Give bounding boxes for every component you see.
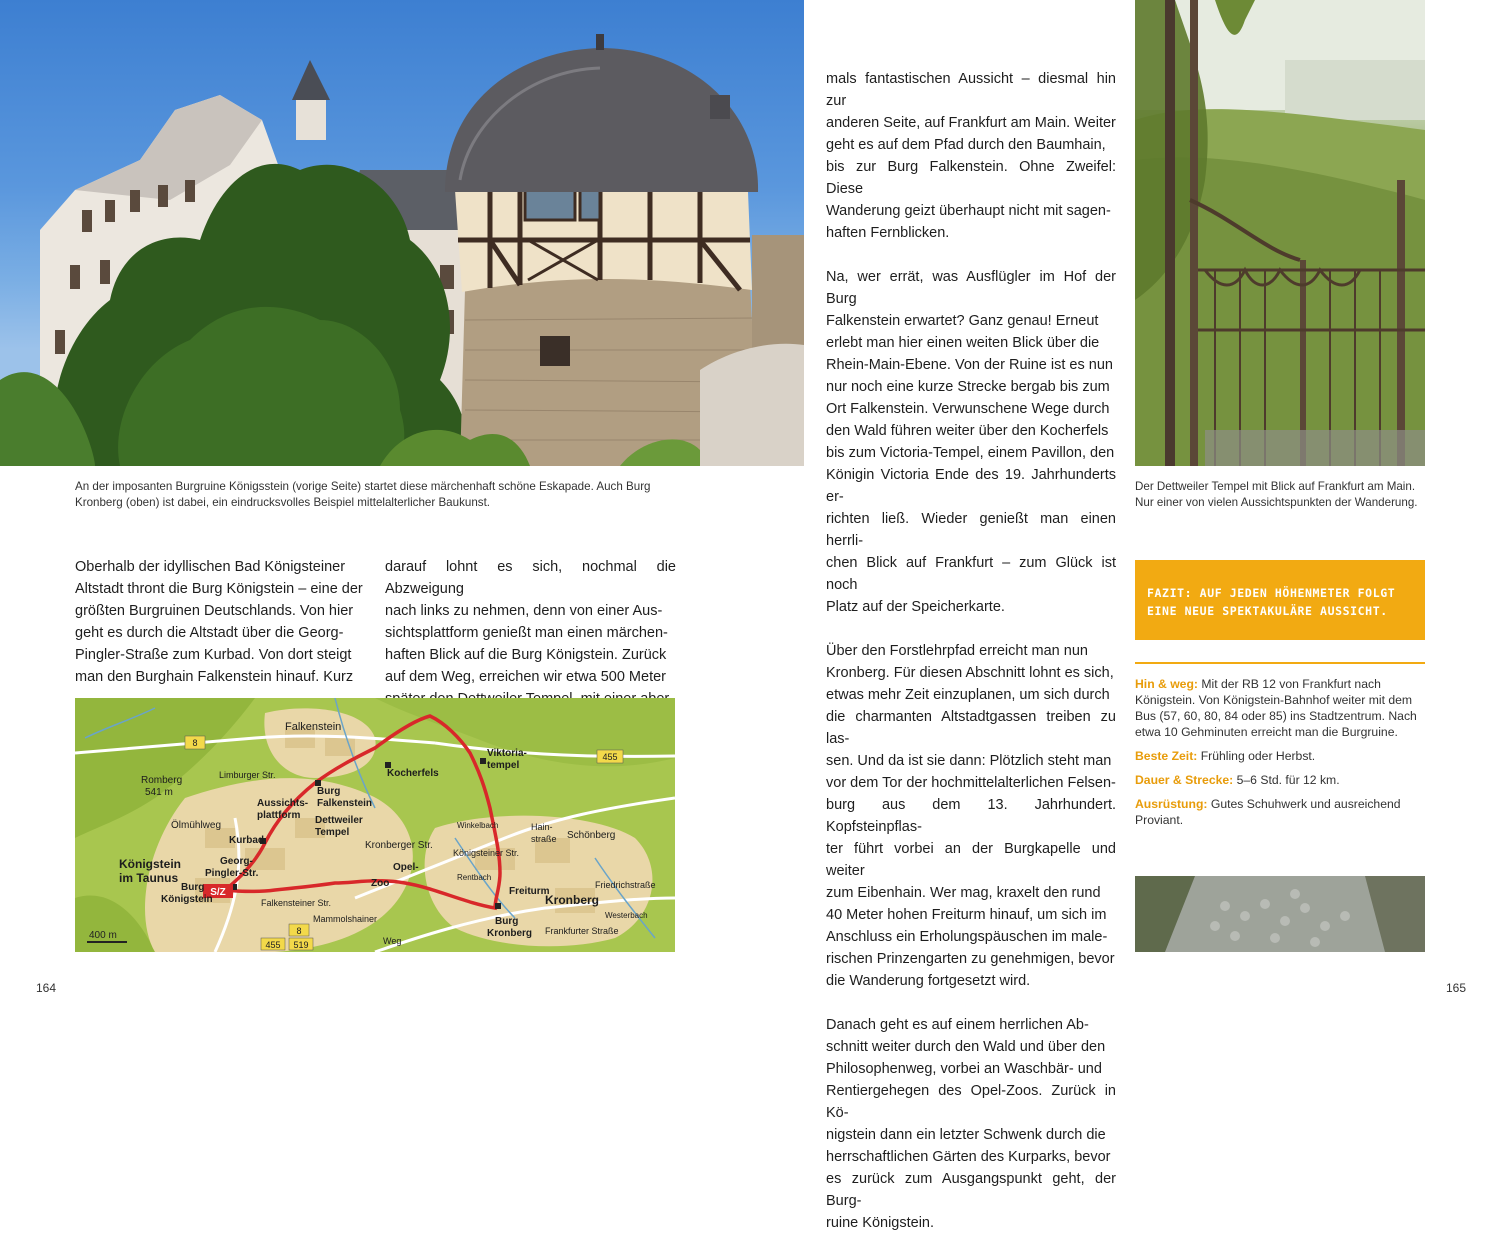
info-row-hin <box>1135 676 1425 740</box>
map-label: Burg <box>495 916 519 927</box>
map-label: Burg <box>317 786 341 797</box>
text-line: chen Blick auf Frankfurt – zum Glück ist noch <box>826 555 1116 593</box>
text-line: Königin Victoria Ende des 19. Jahrhunderts er- <box>826 467 1116 505</box>
text-line: vor dem Tor der hochmittelalterlichen Felsen- <box>826 775 1116 791</box>
info-value: Mit der RB 12 von Frankfurt nach Königstein. Von Königstein-Bahnhof weiter mit dem Bus (57, 60, 80, 84 oder 85) ins Stadtzentrum. Nach etwa 10 Gehminuten erreicht man die Burgruine. <box>1135 677 1417 739</box>
map-label: Dettweiler <box>315 815 363 826</box>
map-label: Opel- <box>393 862 419 873</box>
info-key: Hin & weg: <box>1135 677 1198 691</box>
text-line: man den Burghain Falkenstein hinauf. Kurz <box>75 669 354 685</box>
text-line: geht es auf dem Pfad durch den Baumhain, <box>826 137 1106 153</box>
map-label: 8 <box>296 926 302 936</box>
map-label: Weg <box>383 936 402 946</box>
page-number-right: 165 <box>1446 981 1467 995</box>
text-line: mals fantastischen Aussicht – diesmal hin zur <box>826 71 1116 109</box>
text-line: anderen Seite, auf Frankfurt am Main. Weiter <box>826 115 1116 131</box>
map-label: Kronberger Str. <box>365 840 433 851</box>
paragraph <box>826 266 1116 618</box>
text-line: rischen Prinzengarten zu genehmigen, bevor <box>826 951 1115 967</box>
map-label: Mammolshainer <box>313 914 378 924</box>
map-label: Burg <box>181 882 205 893</box>
text-line: darauf lohnt es sich, nochmal die Abzweigung <box>385 559 676 597</box>
map-label: 8 <box>192 738 198 748</box>
map-label: Kurbad <box>229 835 264 846</box>
info-key: Ausrüstung: <box>1135 797 1208 811</box>
text-line: geht es durch die Altstadt über die Georg- <box>75 625 344 641</box>
cobblestone-path-photo <box>1135 876 1425 952</box>
map-label: Königsteiner Str. <box>453 848 520 858</box>
info-row-ausruestung <box>1135 796 1425 828</box>
text-line: erlebt man hier einen weiten Blick über die <box>826 335 1100 351</box>
text-line: Pingler-Straße zum Kurbad. Von dort steigt <box>75 647 352 663</box>
map-label: Aussichts- <box>257 798 309 809</box>
info-key: Beste Zeit: <box>1135 749 1198 763</box>
map-label: Freiturm <box>509 886 550 897</box>
gazebo-illustration <box>1135 0 1425 466</box>
text-line: nur noch eine kurze Strecke bergab bis zum <box>826 379 1110 395</box>
info-value: Frühling oder Herbst. <box>1200 749 1316 763</box>
text-line: Danach geht es auf einem herrlichen Ab- <box>826 1017 1089 1033</box>
map-label: Tempel <box>315 827 350 838</box>
fazit-text <box>1147 584 1413 620</box>
route-map-svg <box>75 698 675 952</box>
info-value: 5–6 Std. für 12 km. <box>1236 773 1340 787</box>
info-row-dauer <box>1135 772 1425 788</box>
text-line: Rentiergehegen des Opel-Zoos. Zurück in Kö- <box>826 1083 1116 1121</box>
text-line: nach links zu nehmen, denn von einer Aus- <box>385 603 663 619</box>
text-line: auf dem Weg, erreichen wir etwa 500 Meter <box>385 669 667 685</box>
map-label: Hain- <box>531 822 553 832</box>
map-label: Falkenstein <box>317 798 373 809</box>
map-label: plattform <box>257 810 301 821</box>
map-label: straße <box>531 834 557 844</box>
map-label: Pingler-Str. <box>205 868 259 879</box>
cobblestone-illustration <box>1135 876 1425 952</box>
text-line: burg aus dem 13. Jahrhundert. Kopfsteinpflas- <box>826 797 1116 835</box>
text-line: ruine Königstein. <box>826 1215 935 1231</box>
text-line: Über den Forstlehrpfad erreicht man nun <box>826 643 1088 659</box>
map-label: S/Z <box>210 887 226 898</box>
text-line: Anschluss ein Erholungspäuschen im male- <box>826 929 1108 945</box>
text-line: haften Blick auf die Burg Königstein. Zurück <box>385 647 667 663</box>
map-label: im Taunus <box>119 871 179 885</box>
info-divider <box>1135 662 1425 664</box>
text-line: Wanderung geizt überhaupt nicht mit sagen- <box>826 203 1111 219</box>
text-line: größten Burgruinen Deutschlands. Von hier <box>75 603 354 619</box>
text-line: sen. Und da ist sie dann: Plötzlich steht man <box>826 753 1112 769</box>
text-line: Rhein-Main-Ebene. Von der Ruine ist es nun <box>826 357 1113 373</box>
map-label: 455 <box>265 940 281 950</box>
text-line: haften Fernblicken. <box>826 225 950 241</box>
map-label: 519 <box>293 940 309 950</box>
text-line: 40 Meter hohen Freiturm hinauf, um sich im <box>826 907 1107 923</box>
text-line: zum Eibenhain. Wer mag, kraxelt den rund <box>826 885 1101 901</box>
castle-photo <box>0 0 804 466</box>
text-line: Platz auf der Speicherkarte. <box>826 599 1005 615</box>
text-line: den Wald führen weiter über den Kocherfels <box>826 423 1109 439</box>
map-label: Zoo <box>371 878 390 889</box>
paragraph <box>826 1014 1116 1234</box>
fazit-box <box>1135 560 1425 640</box>
paragraph <box>826 640 1116 992</box>
map-label: Kocherfels <box>387 768 439 779</box>
paragraph <box>826 68 1116 244</box>
info-value: Gutes Schuhwerk und ausreichend Proviant. <box>1135 797 1401 827</box>
text-line: etwas mehr Zeit einzuplanen, um sich durch <box>826 687 1110 703</box>
castle-illustration <box>0 0 804 466</box>
map-label: Romberg <box>141 775 183 786</box>
text-line: Oberhalb der idyllischen Bad Königsteiner <box>75 559 346 575</box>
left-column-2 <box>385 556 676 710</box>
text-line: bis zur Burg Falkenstein. Ohne Zweifel: Diese <box>826 159 1116 197</box>
left-column-1 <box>75 556 366 688</box>
map-label: Friedrichstraße <box>595 880 656 890</box>
gazebo-photo-caption: Der Dettweiler Tempel mit Blick auf Frankfurt am Main. Nur einer von vielen Aussichtspunkten der Wanderung. <box>1135 480 1418 509</box>
text-line: Ort Falkenstein. Verwunschene Wege durch <box>826 401 1110 417</box>
map-label: Frankfurter Straße <box>545 926 619 936</box>
map-label: Winkelbach <box>457 821 499 830</box>
map-label: Königstein <box>161 894 213 905</box>
text-line: sichtsplattform genießt man einen märchen- <box>385 625 668 641</box>
text-line: schnitt weiter durch den Wald und über den <box>826 1039 1106 1055</box>
text-line: nigstein dann ein letzter Schwenk durch die <box>826 1127 1106 1143</box>
page-number-left: 164 <box>36 981 57 995</box>
text-line: die Wanderung fortgesetzt wird. <box>826 973 1031 989</box>
map-label: Ölmühlweg <box>171 820 222 831</box>
map-label: Westerbach <box>605 911 648 920</box>
map-scale-label: 400 m <box>89 930 117 941</box>
map-label: Kronberg <box>545 893 599 907</box>
text-line: Kronberg. Für diesen Abschnitt lohnt es sich, <box>826 665 1114 681</box>
text-line: Falkenstein erwartet? Ganz genau! Erneut <box>826 313 1099 329</box>
map-label: Falkenstein <box>285 721 342 733</box>
text-line: herrschaftlichen Gärten des Kurparks, bevor <box>826 1149 1111 1165</box>
map-label: tempel <box>487 760 520 771</box>
castle-photo-caption: An der imposanten Burgruine Königsstein (vorige Seite) startet diese märchenhaft schöne Eskapade. Auch Burg Kronberg (oben) ist dabei, ein eindrucksvolles Beispiel mittelalterlicher Baukunst. <box>75 480 651 509</box>
info-key: Dauer & Strecke: <box>1135 773 1234 787</box>
info-box <box>1135 676 1425 836</box>
map-label: Falkensteiner Str. <box>261 898 332 908</box>
text-line: Philosophenweg, vorbei an Waschbär- und <box>826 1061 1102 1077</box>
text-line: richten ließ. Wieder genießt man einen herrli- <box>826 511 1116 549</box>
text-line: ter führt vorbei an der Burgkapelle und weiter <box>826 841 1116 879</box>
fazit-line: FAZIT: AUF JEDEN HÖHENMETER FOLGT <box>1147 586 1396 600</box>
map-label: 455 <box>602 752 618 762</box>
text-line: bis zum Victoria-Tempel, einem Pavillon, den <box>826 445 1115 461</box>
map-label: Limburger Str. <box>219 770 276 780</box>
text-line: Altstadt thront die Burg Königstein – eine der <box>75 581 363 597</box>
map-label: Königstein <box>119 857 181 871</box>
fazit-line: EINE NEUE SPEKTAKULÄRE AUSSICHT. <box>1147 604 1388 618</box>
map-label: 541 m <box>145 787 173 798</box>
text-line: Na, wer errät, was Ausflügler im Hof der Burg <box>826 269 1116 307</box>
info-row-zeit <box>1135 748 1425 764</box>
map-label: Georg- <box>220 856 253 867</box>
map-label: Rentbach <box>457 873 492 882</box>
map-label: Schönberg <box>567 830 616 841</box>
gazebo-photo <box>1135 0 1425 466</box>
map-label: Kronberg <box>487 928 532 939</box>
text-line: die charmanten Altstadtgassen treiben zu las- <box>826 709 1116 747</box>
right-column-text <box>826 68 1116 1256</box>
route-map <box>75 698 675 952</box>
map-label: Viktoria- <box>487 748 527 759</box>
text-line: es zurück zum Ausgangspunkt geht, der Burg- <box>826 1171 1116 1209</box>
